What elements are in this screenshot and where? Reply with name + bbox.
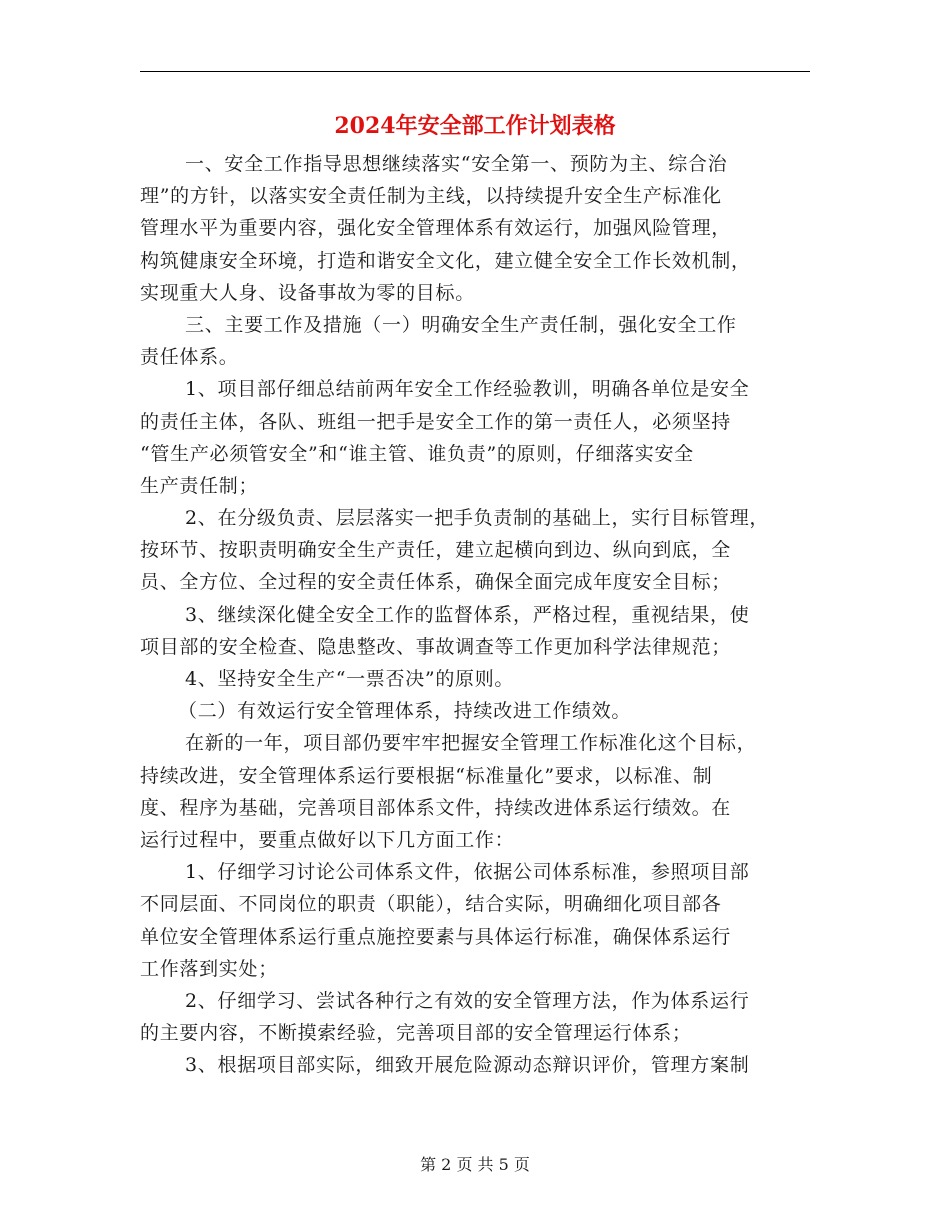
text-line: 1、仔细学习讨论公司体系文件，依据公司体系标准，参照项目部 xyxy=(185,861,750,884)
text-line: 在新的一年，项目部仍要牢牢把握安全管理工作标准化这个目标， xyxy=(185,732,757,755)
text-line: 工作落到实处； xyxy=(140,957,278,980)
text-line: 运行过程中，要重点做好以下几方面工作： xyxy=(140,828,515,851)
text-line: 生产责任制； xyxy=(140,474,259,497)
text-line: 4、坚持安全生产“一票否决”的原则。 xyxy=(185,668,515,690)
document-body xyxy=(140,148,810,1081)
text-line: 的主要内容，不断摸索经验，完善项目部的安全管理运行体系； xyxy=(140,1022,692,1045)
text-line: 管理水平为重要内容，强化安全管理体系有效运行，加强风险管理， xyxy=(140,217,732,240)
text-line: 2、仔细学习、尝试各种行之有效的安全管理方法，作为体系运行 xyxy=(185,989,750,1012)
text-line: 3、根据项目部实际，细致开展危险源动态辩识评价，管理方案制 xyxy=(185,1054,750,1077)
text-line: 理”的方针，以落实安全责任制为主线，以持续提升安全生产标准化 xyxy=(140,185,722,208)
header-rule xyxy=(140,71,810,72)
text-line: 1、项目部仔细总结前两年安全工作经验教训，明确各单位是安全 xyxy=(185,378,750,401)
text-line: 员、全方位、全过程的安全责任体系，确保全面完成年度安全目标； xyxy=(140,571,732,594)
text-line: 不同层面、不同岗位的职责（职能），结合实际，明确细化项目部各 xyxy=(140,893,722,916)
text-line: “管生产必须管安全”和“谁主管、谁负责”的原则，仔细落实安全 xyxy=(140,442,694,465)
text-line: 单位安全管理体系运行重点施控要素与具体运行标准，确保体系运行 xyxy=(140,925,732,948)
text-line: 一、安全工作指导思想继续落实“安全第一、预防为主、综合治 xyxy=(185,153,728,175)
text-line: （二）有效运行安全管理体系，持续改进工作绩效。 xyxy=(178,700,632,723)
page-footer: 第 2 页 共 5 页 xyxy=(420,1155,530,1174)
document-title: 2024年安全部工作计划表格 xyxy=(334,113,616,139)
text-line: 项目部的安全检查、隐患整改、事故调查等工作更加科学法律规范； xyxy=(140,635,732,658)
text-line: 构筑健康安全环境，打造和谐安全文化，建立健全安全工作长效机制， xyxy=(140,249,751,272)
text-line: 三、主要工作及措施（一）明确安全生产责任制，强化安全工作 xyxy=(185,313,737,336)
text-line: 2、在分级负责、层层落实一把手负责制的基础上，实行目标管理， xyxy=(185,507,770,530)
text-line: 责任体系。 xyxy=(140,346,239,369)
text-line: 实现重大人身、设备事故为零的目标。 xyxy=(140,281,475,304)
text-line: 度、程序为基础，完善项目部体系文件，持续改进体系运行绩效。在 xyxy=(140,796,732,819)
text-line: 持续改进，安全管理体系运行要根据“标准量化”要求，以标准、制 xyxy=(140,764,713,787)
text-line: 的责任主体，各队、班组一把手是安全工作的第一责任人，必须坚持 xyxy=(140,410,732,433)
text-line: 3、继续深化健全安全工作的监督体系，严格过程，重视结果，使 xyxy=(185,603,750,626)
text-line: 按环节、按职责明确安全生产责任，建立起横向到边、纵向到底，全 xyxy=(140,539,732,562)
